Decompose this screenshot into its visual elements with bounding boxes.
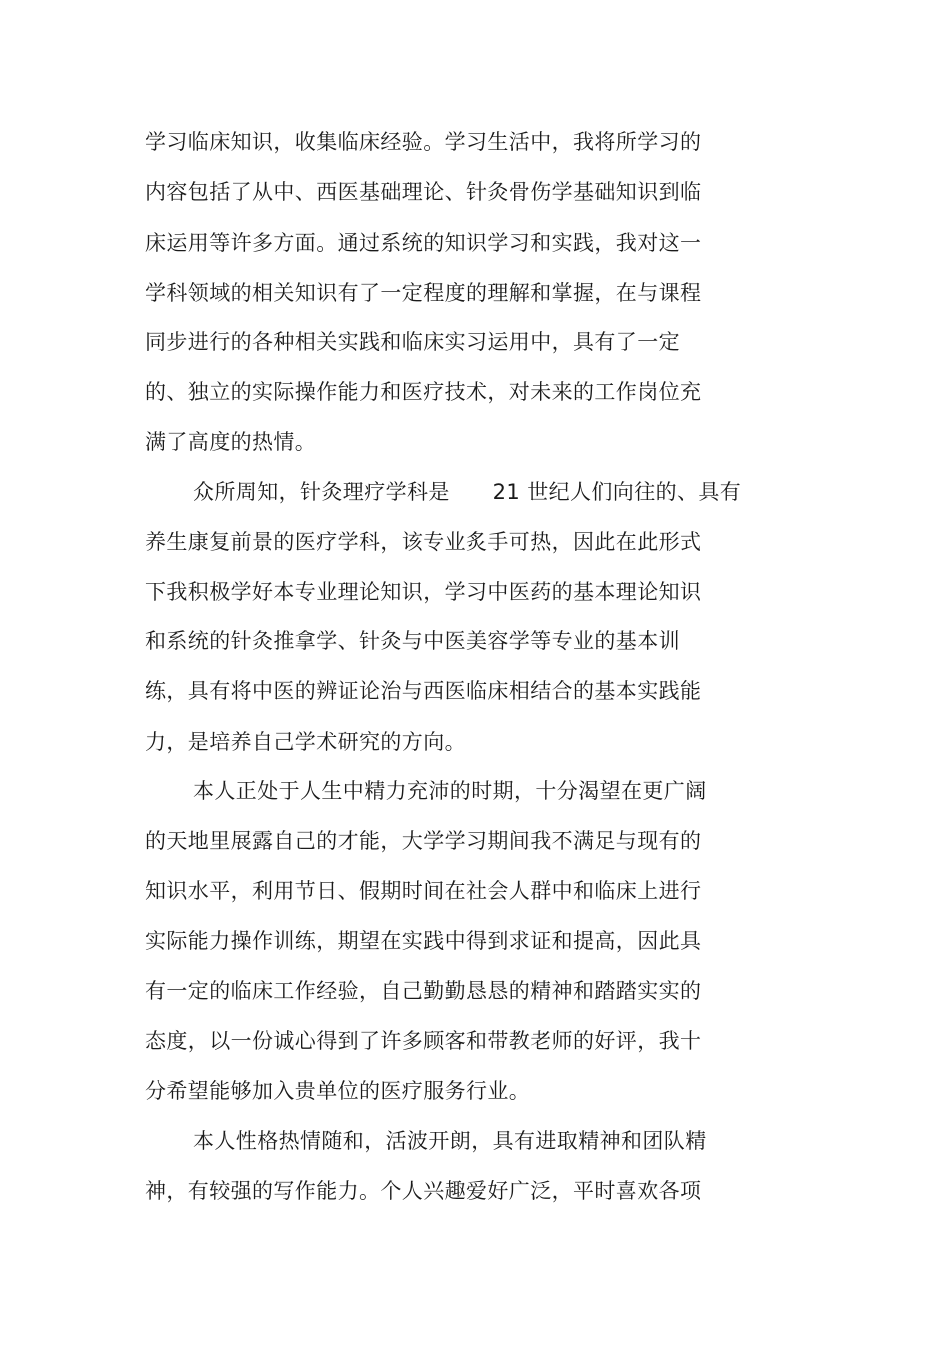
paragraph-start-line: 众所周知，针灸理疗学科是 21 世纪人们向往的、具有: [193, 480, 742, 504]
text-line: 满了高度的热情。: [145, 430, 317, 454]
text-line: 学科领域的相关知识有了一定程度的理解和掌握，在与课程: [145, 281, 702, 305]
text-line: 的天地里展露自己的才能，大学学习期间我不满足与现有的: [145, 829, 702, 853]
paragraph-start-line: 本人性格热情随和，活波开朗，具有进取精神和团队精: [193, 1129, 707, 1153]
paragraph-start-line: 本人正处于人生中精力充沛的时期，十分渴望在更广阔: [193, 779, 707, 803]
text-line: 床运用等许多方面。通过系统的知识学习和实践，我对这一: [145, 231, 702, 255]
text-line: 知识水平，利用节日、假期时间在社会人群中和临床上进行: [145, 879, 702, 903]
text-line: 的、独立的实际操作能力和医疗技术，对未来的工作岗位充: [145, 380, 702, 404]
text-line: 力，是培养自己学术研究的方向。: [145, 730, 466, 754]
text-line: 分希望能够加入贵单位的医疗服务行业。: [145, 1079, 531, 1103]
text-line: 练，具有将中医的辨证论治与西医临床相结合的基本实践能: [145, 679, 702, 703]
text-line: 态度，以一份诚心得到了许多顾客和带教老师的好评，我十: [145, 1029, 702, 1053]
text-line: 内容包括了从中、西医基础理论、针灸骨伤学基础知识到临: [145, 180, 702, 204]
text-line: 神，有较强的写作能力。个人兴趣爱好广泛，平时喜欢各项: [145, 1179, 702, 1203]
text-line: 和系统的针灸推拿学、针灸与中医美容学等专业的基本训: [145, 629, 680, 653]
text-line: 下我积极学好本专业理论知识，学习中医药的基本理论知识: [145, 580, 702, 604]
text-line: 实际能力操作训练，期望在实践中得到求证和提高，因此具: [145, 929, 702, 953]
text-line: 养生康复前景的医疗学科，该专业炙手可热，因此在此形式: [145, 530, 702, 554]
text-line: 同步进行的各种相关实践和临床实习运用中，具有了一定: [145, 330, 680, 354]
text-line: 学习临床知识，收集临床经验。学习生活中，我将所学习的: [145, 130, 702, 154]
text-line: 有一定的临床工作经验，自己勤勤恳恳的精神和踏踏实实的: [145, 979, 702, 1003]
